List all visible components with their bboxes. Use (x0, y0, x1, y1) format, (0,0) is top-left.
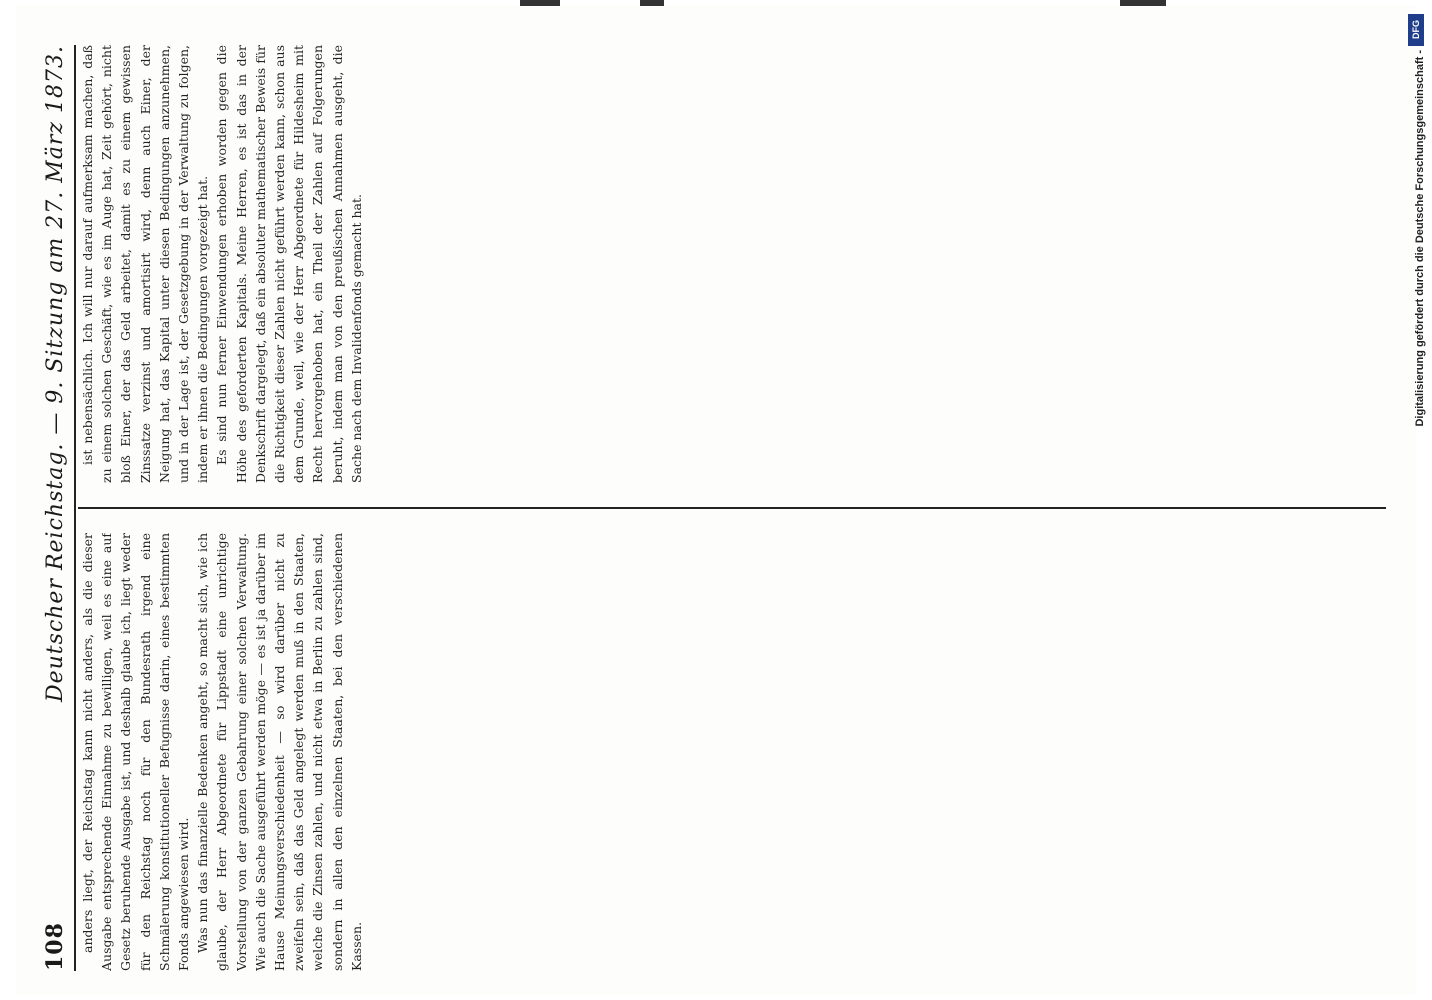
column-divider (78, 507, 1386, 509)
digitization-note: Digitalisierung gefördert durch die Deutsche Forschungsgemeinschaft - (1414, 50, 1426, 427)
left-column (78, 533, 1386, 971)
dfg-sidebar (1402, 6, 1430, 996)
paragraph: Was nun das finanzielle Bedenken angeht, so macht sich, wie ich glaube, der Herr Abgeordnete für Lippstadt eine unrichtige Vorstellung von der ganzen Gebahrung einer solchen Verwaltung. Wie auch die Sache ausgeführt werden möge — es ist ja darüber im Hause Meinungsverschiedenheit — so wird darüber nicht zu zweifeln sein, daß das Geld angelegt werden muß in den Staaten, welche die Zinsen zahlen, und nicht etwa in Berlin zu zahlen sind, sondern in allen den einzelnen Staaten, bei den verschiedenen Kassen. (195, 533, 364, 971)
dfg-logo: DFG (1408, 14, 1424, 46)
scan-edge-mark (1120, 0, 1166, 6)
page-number: 108 (42, 922, 68, 971)
right-column (78, 45, 1386, 483)
paragraph: ist nebensächlich. Ich will nur darauf aufmerksam machen, daß zu einem solchen Geschäft, wie es im Auge hat, Zeit gehört, nicht bloß Einer, der das Geld arbeitet, damit es zu einem gewissen Zinssatze verzinst und amortisirt wird, denn auch Einer, der Neigung hat, das Kapital unter diesen Bedingungen anzunehmen, und in der Lage ist, der Gesetzgebung in der Verwaltung zu folgen, indem er ihnen die Bedingungen vorgezeigt hat. (80, 45, 211, 483)
page-header (34, 45, 76, 971)
paragraph: anders liegt, der Reichstag kann nicht anders, als die dieser Ausgabe entsprechende Einnahme zu bewilligen, weil es eine auf Gesetz beruhende Ausgabe ist, und deshalb glaube ich, liegt weder für den Reichstag noch für den Bundesrath irgend eine Schmälerung konstitutioneller Befugnisse darin, eines bestimmten Fonds angewiesen wird. (80, 533, 192, 971)
paragraph: Es sind nun ferner Einwendungen erhoben worden gegen die Höhe des geforderten Kapitals. Meine Herren, es ist das in der Denkschrift dargelegt, daß ein absoluter mathematischer Beweis für die Richtigkeit dieser Zahlen nicht geführt werden kann, schon aus dem Grunde, weil, wie der Herr Abgeordnete für Hildesheim mit Recht hervorgehoben hat, ein Theil der Zahlen auf Folgerungen beruht, indem man von den preußischen Annahmen ausgeht, die Sache nach dem Invalidenfonds gemacht hat. (214, 45, 364, 483)
scan-edge-mark (520, 0, 560, 6)
running-head: Deutscher Reichstag. — 9. Sitzung am 27. März 1873. (43, 45, 68, 703)
text-columns (78, 45, 1386, 971)
scan-edge-mark (640, 0, 664, 6)
document-page (16, 5, 1416, 995)
